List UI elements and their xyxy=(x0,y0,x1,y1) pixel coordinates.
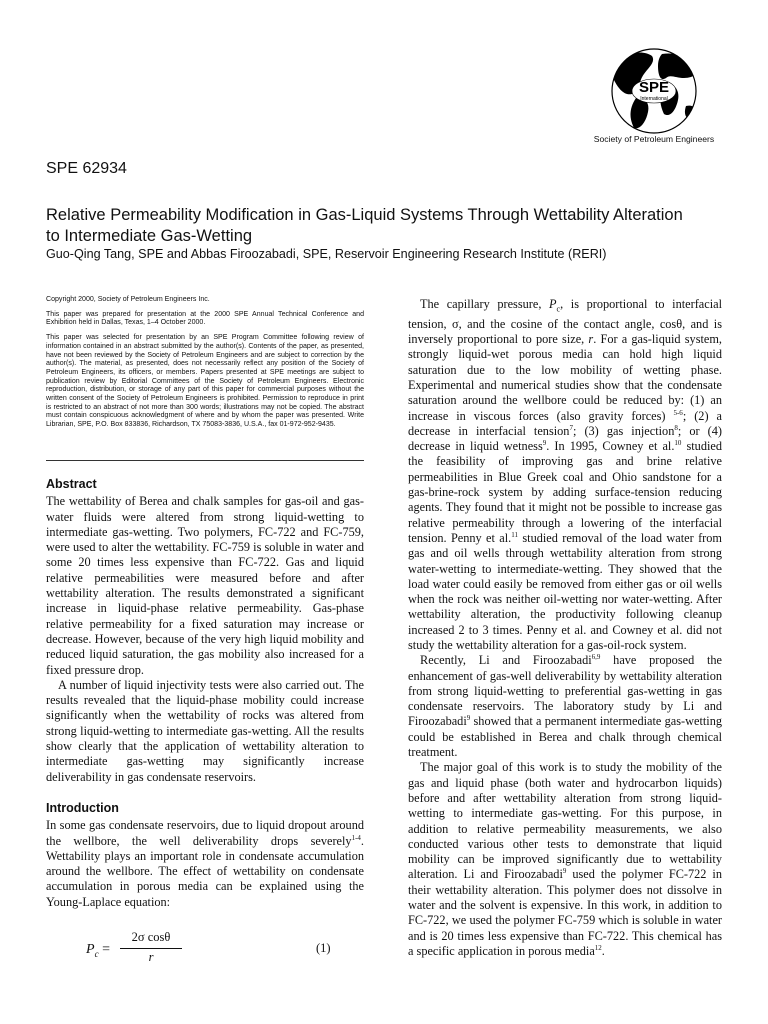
right-column xyxy=(408,297,722,959)
citation: 5-6 xyxy=(673,408,683,417)
svg-text:International: International xyxy=(640,96,668,102)
body-paragraph: Recently, Li and Firoozabadi$^{6,9}$ have proposed the enhancement of gas-well deliverability by wettability alteration from strong liquid-wetting to preferential gas-wetting in gas condensate reservoirs. The laboratory study by Li and Firoozabadi$^9$ showed that a permanent intermediate gas-wetting could be established in Berea and chalk through chemical treatment. xyxy=(408,653,722,760)
spe-logo xyxy=(578,48,730,148)
equation-lhs: $P_c$ = xyxy=(86,942,110,959)
citation: 1-4 xyxy=(351,833,361,842)
abstract-heading: Abstract xyxy=(46,477,97,491)
citation: 8 xyxy=(674,423,678,432)
authors: Guo-Qing Tang, SPE and Abbas Firoozabadi, SPE, Reservoir Engineering Research Institute (RERI) xyxy=(46,247,607,261)
introduction-heading: Introduction xyxy=(46,800,119,815)
citation: 11 xyxy=(511,530,518,539)
equation-number: (1) xyxy=(316,941,331,955)
citation: 7 xyxy=(569,423,573,432)
fraction-bar xyxy=(120,948,182,949)
citation: 10 xyxy=(674,439,682,448)
citation: 12 xyxy=(594,943,602,952)
body-paragraph: The major goal of this work is to study the mobility of the gas and liquid phase (both water and hydrocarbon liquids) before and after wettability alteration from strong liquid-wetting to intermediate gas-wetting. For this purpose, in addition to relative permeability measurements, we also conducted various other tests to demonstrate that liquid mobility can be improved significantly due to wettability alteration. Li and Firoozabadi$^9$ used the polymer FC-722 in their wettability alteration. This polymer does not dissolve in water and the solvent is expensive. In this work, in addition to FC-722, we used the polymer FC-759 which is soluble in water and is 20 times less expensive than FC-722. This chemical has a specific application in porous media$^{12}$. xyxy=(408,760,723,958)
logo-sub-text: SPE xyxy=(638,79,670,96)
equation-numerator: 2σ cosθ xyxy=(131,930,171,944)
introduction-paragraph: In some gas condensate reservoirs, due to liquid dropout around the wellbore, the well deliverability drops severely$^{1-4}$. Wettability plays an important role in condensate accumulation around the wellbore. The effect of wettability on condensate accumulation in porous media can be explained using the Young-Laplace equation: xyxy=(46,818,364,909)
copyright-line: Copyright 2000, Society of Petroleum Engineers Inc. xyxy=(46,296,210,303)
globe-icon xyxy=(578,48,730,134)
copyright-notice xyxy=(46,296,364,436)
citation: 9 xyxy=(466,714,471,723)
paper-number: SPE 62934 xyxy=(46,160,127,177)
left-column xyxy=(46,477,364,910)
body-paragraph: The capillary pressure, $P_c$, is proportional to interfacial tension, σ, and the cosine of the contact angle, cosθ, and is inversely proportional to pore size, r. For a gas-liquid system, strongly liquid-wet porous media can hold high liquid saturation due to the low mobility of wetting phase. Experimental and numerical studies show that the condensate saturation around the wellbore could be reduced by: (1) an increase in viscous forces (also gravity forces) $^{5-6}$; (2) a decrease in interfacial tension$^7$; (3) gas injection$^8$; or (4) decrease in liquid wetness$^9$. In 1995, Cowney et al.$^{10}$ studied the feasibility of improving gas and brine relative permeabilities in Blue Greek coal and Ohio sandstone for a gas-brine-rock system by adding surface-tension reducing agents. They found that it might not be possible to increase gas relative permeability through a lowering of the interfacial tension. Penny et al.$^{11}$ studied removal of the load water from gas and oil wells through wettability alteration from strong water-wetting to intermediate-wetting. They showed that the load water could easily be removed from either gas or oil wells when the rock was neither oil-wetting nor water-wetting. After wettability alteration, the productivity following cleanup increased 2 to 3 times. Penny et al. and Cowney et al. did not study the wettability alteration for a gas-oil-rock system. xyxy=(408,297,723,652)
citation: 6,9 xyxy=(591,653,601,662)
paper-title: Relative Permeability Modification in Gas-Liquid Systems Through Wettability Alteration to Intermediate Gas-Wetting xyxy=(46,206,683,245)
equation-denominator: r xyxy=(148,950,154,964)
logo-caption: Society of Petroleum Engineers xyxy=(593,134,715,144)
abstract-paragraph: The wettability of Berea and chalk samples for gas-oil and gas-water fluids were altered from strong liquid-wetting to intermediate gas-wetting. Two polymers, FC-722 and FC-759, were used to alter the wettability. FC-759 is soluble in water and some 20 times less expensive than FC-722. Gas and liquid relative permeabilities were measured before and after wettability alteration. The results demonstrated a significant increase in liquid-phase relative permeability. Gas-phase relative permeability for a fixed saturation may increase or decrease. However, because of the very high liquid mobility and reduced liquid saturation, the gas mobility also increased for a fixed pressure drop. xyxy=(46,494,364,677)
abstract-paragraph: A number of liquid injectivity tests were also carried out. The results revealed that the liquid-phase mobility could increase significantly when the wettability of rocks was altered from strong liquid-wetting to intermediate gas-wetting. All the results show clearly that the application of wettability alteration to intermediate gas-wetting may significantly increase deliverability in gas condensate reservoirs. xyxy=(46,677,364,784)
citation: 9 xyxy=(562,867,567,876)
citation: 9 xyxy=(542,439,547,448)
young-laplace-equation xyxy=(46,930,366,968)
copyright-terms: This paper was selected for presentation by an SPE Program Committee following review of information contained in an abstract submitted by the author(s). Contents of the paper, as presented, have not been reviewed by the Society of Petroleum Engineers and are subject to correction by the author(s). The material, as presented, does not necessarily reflect any position of the Society of Petroleum Engineers, its officers, or members. Papers presented at SPE meetings are subject to publication review by Editorial Committees of the Society of Petroleum Engineers. Electronic reproduction, distribution, or storage of any part of this paper for commercial purposes without the written consent of the Society of Petroleum Engineers is prohibited. Permission to reproduce in print is restricted to an abstract of not more than 300 words; illustrations may not be copied. The abstract must contain conspicuous acknowledgment of where and by whom the paper was presented. Write Librarian, SPE, P.O. Box 833836, Richardson, TX 75083-3836, U.S.A., fax 01-972-952-9435. xyxy=(46,334,364,429)
presentation-info: This paper was prepared for presentation at the 2000 SPE Annual Technical Conference and Exhibition held in Dallas, Texas, 1–4 October 2000. xyxy=(46,310,364,327)
copyright-divider xyxy=(46,460,364,461)
